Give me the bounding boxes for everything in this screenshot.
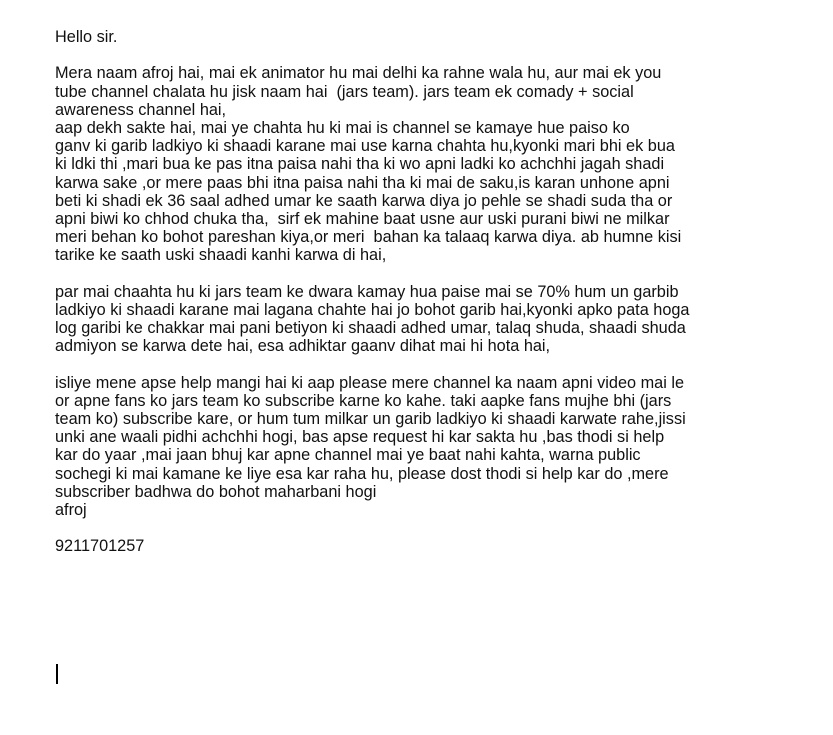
phone-number: 9211701257 [55, 537, 145, 556]
text-line: ganv ki garib ladkiyo ki shaadi karane mai use karna chahta hu,kyonki mari bhi ek bua [55, 137, 675, 156]
text-line: tarike ke saath uski shaadi kanhi karwa di hai, [55, 246, 387, 265]
greeting-line: Hello sir. [55, 28, 118, 46]
blank-line [55, 355, 825, 373]
text-line: meri behan ko bohot pareshan kiya,or meri bahan ka talaaq karwa diya. ab humne kisi [55, 228, 682, 247]
text-line: awareness channel hai, [55, 100, 227, 119]
text-cursor [56, 664, 58, 684]
signature-name: afroj [55, 500, 87, 519]
text-line: or apne fans ko jars team ko subscribe karne ko kahe. taki aapke fans mujhe bhi (jars [55, 391, 672, 410]
blank-line [55, 519, 825, 537]
text-line: aap dekh sakte hai, mai ye chahta hu ki mai is channel se kamaye hue paiso ko [55, 118, 630, 137]
text-line: karwa sake ,or mere paas bhi itna paisa nahi tha ki mai de saku,is karan unhone apni [55, 173, 670, 192]
paragraph-plan [55, 283, 825, 356]
text-line: subscriber badhwa do bohot maharbani hogi [55, 482, 377, 501]
text-line: apni biwi ko chhod chuka tha, sirf ek mahine baat usne aur uski purani biwi ne milkar [55, 209, 670, 228]
blank-line [55, 46, 825, 64]
document-text-body[interactable] [55, 28, 825, 555]
text-line: unki ane waali pidhi achchhi hogi, bas apse request hi kar sakta hu ,bas thodi si help [55, 428, 665, 447]
text-line: ki ldki thi ,mari bua ke pas itna paisa nahi tha ki wo apni ladki ko achchhi jagah shadi [55, 155, 665, 174]
blank-line [55, 264, 825, 282]
text-line: beti ki shadi ek 36 saal adhed umar ke saath karwa diya jo pehle se shadi suda tha or [55, 191, 673, 210]
paragraph-intro [55, 64, 825, 264]
text-line: tube channel chalata hu jisk naam hai (jars team). jars team ek comady + social [55, 82, 634, 101]
text-line: ladkiyo ki shaadi karane mai lagana chahte hai jo bohot garib hai,kyonki apko pata hoga [55, 300, 690, 319]
text-line: team ko) subscribe kare, or hum tum milkar un garib ladkiyo ki shaadi karwate rahe,jissi [55, 409, 686, 428]
text-line: kar do yaar ,mai jaan bhuj kar apne channel mai ye baat nahi kahta, warna public [55, 446, 641, 465]
text-line: admiyon se karwa dete hai, esa adhiktar gaanv dihat mai hi hota hai, [55, 337, 551, 356]
text-line: isliye mene apse help mangi hai ki aap please mere channel ka naam apni video mai le [55, 373, 685, 392]
text-line: log garibi ke chakkar mai pani betiyon ki shaadi adhed umar, talaq shuda, shaadi shuda [55, 319, 686, 337]
paragraph-request [55, 374, 825, 520]
text-line: Mera naam afroj hai, mai ek animator hu mai delhi ka rahne wala hu, aur mai ek you [55, 64, 662, 83]
text-line: par mai chaahta hu ki jars team ke dwara kamay hua paise mai se 70% hum un garbib [55, 282, 679, 301]
text-line: sochegi ki mai kamane ke liye esa kar raha hu, please dost thodi si help kar do ,mere [55, 464, 669, 483]
